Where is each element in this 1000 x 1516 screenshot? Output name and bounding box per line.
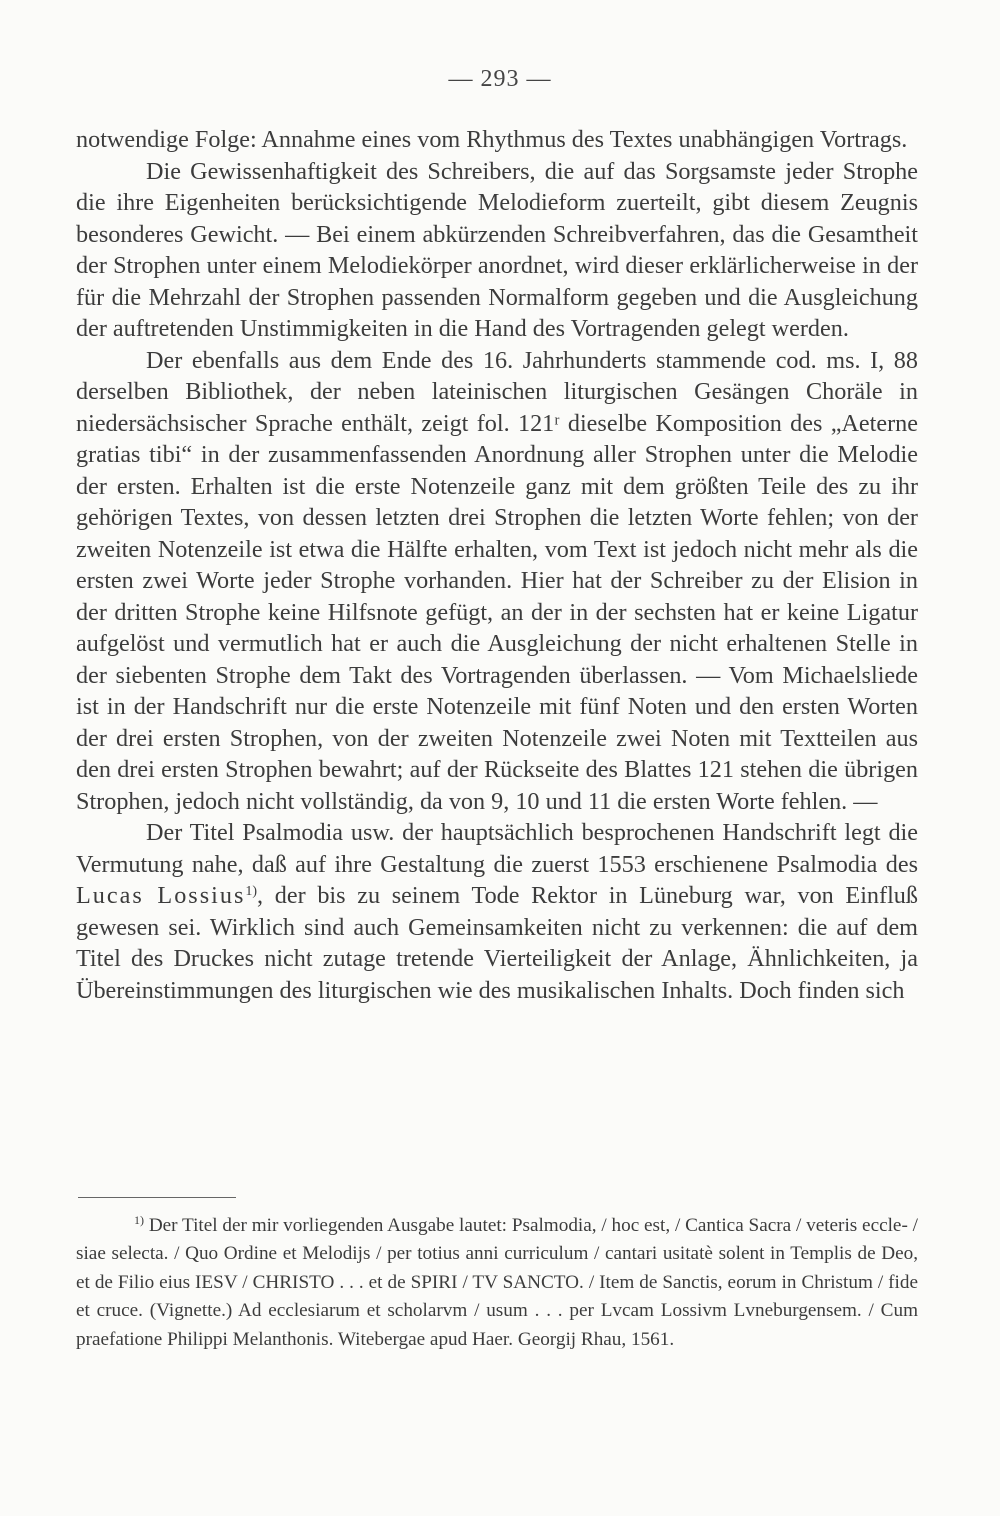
footnote-text: Der Titel der mir vorliegenden Ausgabe lautet: Psalmodia, / hoc est, / Cantica Sacra / veteris eccle- / siae selecta. / Quo Ordine et Melodijs / per totius anni curriculum / cantari usitatè solent in Templis de Deo, et de Filio eius IESV / CHRISTO . . . et de SPIRI / TV SANCTO. / Item de Sanctis, eorum in Christum / fide et cruce. (Vignette.) Ad ecclesiarum et scholarvm / usum . . . per Lvcam Lossivm Lvneburgensem. / Cum praefatione Philippi Melanthonis. Witebergae apud Haer. Georgij Rhau, 1561. — [76, 1215, 918, 1350]
footnote-reference: 1) — [245, 884, 258, 899]
main-text — [76, 124, 918, 1006]
paragraph-3: Der ebenfalls aus dem Ende des 16. Jahrhunderts stammende cod. ms. I, 88 derselben Bibliothek, der neben lateinischen liturgischen Gesängen Choräle in niedersächsischer Sprache enthält, zeigt fol. 121ʳ dieselbe Komposition des „Aeterne gratias tibi“ in der zusammenfassenden Anordnung aller Strophen unter die Melodie der ersten. Erhalten ist die erste Notenzeile ganz mit dem größten Teile des zu ihr gehörigen Textes, von dessen letzten drei Strophen die letzten Worte fehlen; von der zweiten Notenzeile ist etwa die Hälfte erhalten, vom Text ist jedoch nicht mehr als die ersten zwei Worte jeder Strophe vorhanden. Hier hat der Schreiber zu der Elision in der dritten Strophe keine Hilfsnote gefügt, an der in der sechsten hat er keine Ligatur aufgelöst und vermutlich hat er auch die Ausgleichung der nicht erhaltenen Stelle in der siebenten Strophe dem Takt des Vortragenden überlassen. — Vom Michaelsliede ist in der Handschrift nur die erste Notenzeile mit fünf Noten und den ersten Worten der drei ersten Strophen, von der zweiten Notenzeile zwei Noten mit Textteilen aus den drei ersten Strophen bewahrt; auf der Rückseite des Blattes 121 stehen die übrigen Strophen, jedoch nicht vollständig, da von 9, 10 und 11 die ersten Worte fehlen. — — [76, 346, 918, 815]
paragraph-1: notwendige Folge: Annahme eines vom Rhythmus des Textes unabhängigen Vortrags. — [76, 126, 908, 153]
page-number: — 293 — — [448, 66, 552, 92]
paragraph-4-end: , der bis zu seinem Tode Rektor in Lüneburg war, von Einfluß gewesen sei. Wirklich sind auch Gemeinsamkeiten nicht zu verkennen: die auf dem Titel des Druckes nicht zutage tretende Vierteiligkeit der Anlage, Ähnlichkeiten, ja Übereinstimmungen des liturgischen wie des musikalischen Inhalts. Doch finden sich — [76, 882, 918, 1004]
paragraph-2: Die Gewissenhaftigkeit des Schreibers, die auf das Sorgsamste jeder Strophe die ihre Eigenheiten berücksichtigende Melodieform zuerteilt, gibt diesem Zeugnis besonderes Gewicht. — Bei einem abkürzenden Schreibverfahren, das die Gesamtheit der Strophen unter einem Melodiekörper anordnet, wird dieser erklärlicherweise in der für die Mehrzahl der Strophen passenden Normalform gegeben und die Ausgleichung der auftretenden Unstimmigkeiten in die Hand des Vortragenden gelegt werden. — [76, 157, 918, 342]
author-name: Lucas Lossius — [76, 882, 246, 909]
paragraph-4-start: Der Titel Psalmodia usw. der hauptsächlich besprochenen Handschrift legt die Vermutung nahe, daß auf ihre Gestaltung die zuerst 1553 erschienene Psalmodia des — [76, 819, 918, 878]
footnote-marker: 1) — [134, 1213, 144, 1227]
footnote-separator — [78, 1197, 236, 1198]
paragraph-4 — [76, 817, 918, 1006]
footnote — [76, 1212, 918, 1354]
